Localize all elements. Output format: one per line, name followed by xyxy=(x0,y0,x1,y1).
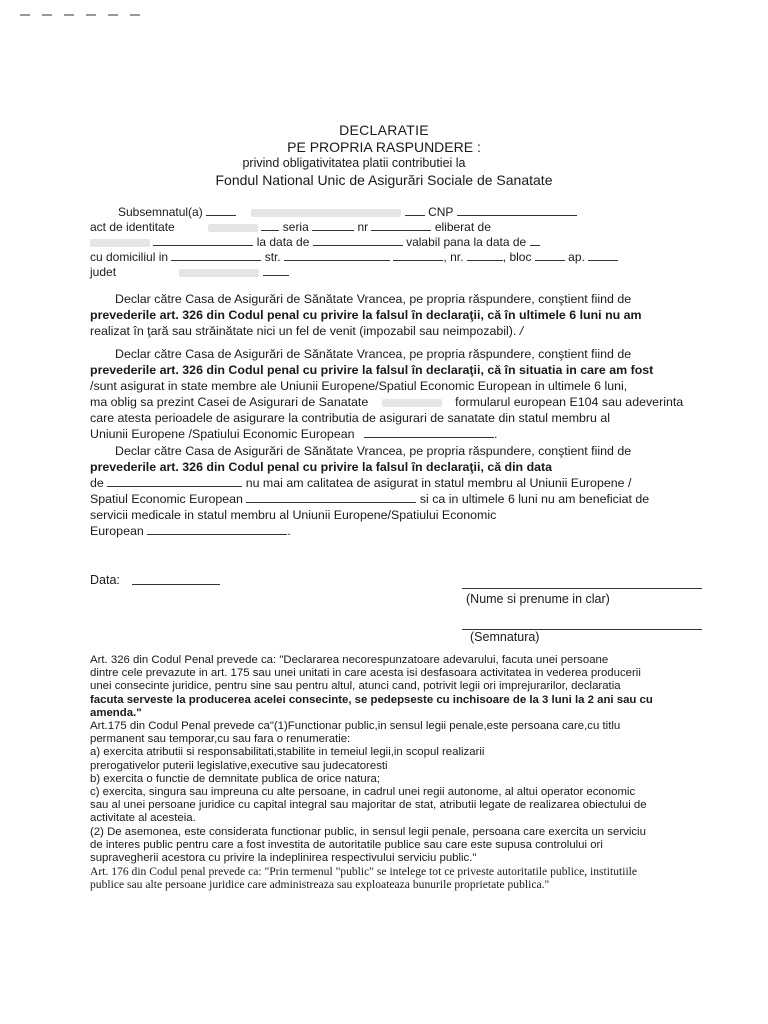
bloc-label: bloc xyxy=(509,250,532,264)
judet-field[interactable] xyxy=(263,265,289,276)
legal-line: unei consecinte juridice, pentru sine sau pentru altul, atunci cand, potrivit legii ori imprejurarilor, declaratia xyxy=(90,680,621,693)
redacted-mark xyxy=(179,269,259,277)
redacted-mark xyxy=(382,399,442,407)
legal-line: (2) De asemonea, este considerata functionar public, in sensul legii penale, persoana care exercita un serviciu xyxy=(90,825,646,838)
declaration-2-line: care atesta perioadele de asigurare la contributia de asigurari de sanatate din statul membru al xyxy=(90,411,611,425)
declaration-3-line: servicii medicale in statul membru al Uniunii Europene/Spatiului Economic xyxy=(90,508,497,522)
cnp-label: CNP xyxy=(428,205,454,219)
name-caption: (Nume si prenume in clar) xyxy=(466,592,610,606)
cnp-field[interactable] xyxy=(457,205,577,216)
act-label: act de identitate xyxy=(90,220,175,234)
legal-line: dintre cele prevazute in art. 175 sau unei unitati in care acesta isi desfasoara activitatea in vederea producerii xyxy=(90,667,641,680)
la-data-label: la data de xyxy=(256,235,310,249)
declaration-3-line: nu mai am calitatea de asigurat in statul membru al Uniunii Europene / xyxy=(245,476,632,490)
declaration-3-line: Spatiul Economic European xyxy=(90,492,243,506)
name-sign-field[interactable] xyxy=(462,588,702,589)
legal-notes xyxy=(90,654,690,892)
str-label: str. xyxy=(264,250,281,264)
declaration-1-line: prevederile art. 326 din Codul penal cu privire la falsul în declaraţii, că în ultimele 6 luni nu am xyxy=(90,308,642,322)
legal-line: activitate al acesteia. xyxy=(90,812,196,825)
domiciliu-field[interactable] xyxy=(171,250,261,261)
date-label: Data: xyxy=(90,573,120,587)
member-state-field[interactable] xyxy=(246,492,416,503)
declaration-1: Declar către Casa de Asigurări de Sănătate Vrancea, pe propria răspundere, conştient fiind de prevederile art. 326 din Codul penal cu privire la falsul în declaraţii, că în ultimele 6 luni nu am realizat în ţară sau străinătate nici un fel de venit (impozabil sau neimpozabil). / xyxy=(90,292,642,338)
nr2-field[interactable] xyxy=(467,250,503,261)
bloc-field[interactable] xyxy=(535,250,565,261)
date-sign-field[interactable] xyxy=(132,584,220,585)
declaration-2-line: Declar către Casa de Asigurări de Sănătate Vrancea, pe propria răspundere, conştient fiind de xyxy=(115,347,632,361)
declaration-3-line: de xyxy=(90,476,104,490)
eliberat-field[interactable] xyxy=(153,235,253,246)
act-field[interactable] xyxy=(261,220,279,231)
declaration-2-line: formularul european E104 sau adeverinta xyxy=(455,395,684,409)
date-field[interactable] xyxy=(107,476,242,487)
legal-line: b) exercita o functie de demnitate publica de orice natura; xyxy=(90,772,380,785)
country-field[interactable] xyxy=(364,427,494,438)
form-row-2 xyxy=(90,220,491,234)
document-title: DECLARATIE xyxy=(339,122,429,138)
judet-label: judet xyxy=(90,265,117,279)
redacted-mark xyxy=(208,224,258,232)
form-row-3 xyxy=(90,235,540,249)
la-data-field[interactable] xyxy=(313,235,403,246)
legal-line: de interes public pentru care a fost investita de autoritatile publice sau care este supusa controlului ori xyxy=(90,838,603,851)
scan-artifact xyxy=(20,14,140,16)
legal-line: Art. 326 din Codul Penal prevede ca: "Declararea necorespunzatoare adevarului, facuta unei persoane xyxy=(90,654,609,666)
legal-line: supravegherii acestora cu privire la indeplinirea respectivului serviciu public." xyxy=(90,852,477,865)
european-field[interactable] xyxy=(147,524,287,535)
valabil-field[interactable] xyxy=(530,235,540,246)
declaration-1-line: realizat în ţară sau străinătate nici un fel de venit (impozabil sau neimpozabil). xyxy=(90,324,517,338)
ap-label: ap. xyxy=(568,250,585,264)
redacted-mark xyxy=(90,239,150,247)
declaration-2-line: prevederile art. 326 din Codul penal cu privire la falsul în declaraţii, că în situatia in care am fost xyxy=(90,363,654,377)
valabil-label: valabil pana la data de xyxy=(406,235,527,249)
name-field-end xyxy=(405,205,425,216)
declaration-2-line: /sunt asigurat in state membre ale Uniunii Europene/Spatiul Economic European in ultimele 6 luni, xyxy=(90,379,628,393)
form-row-1 xyxy=(118,205,577,219)
declaration-3: Declar către Casa de Asigurări de Sănătate Vrancea, pe propria răspundere, conştient fiind de prevederile art. 326 din Codul penal cu privire la falsul în declaraţii, că din data de nu mai am calitatea de asigurat in statul membru al Uniunii Europene / Spatiul Economic European si ca in ultimele 6 luni nu am beneficiat de servicii medicale in statul membru al Uniunii Europene/Spatiului Economic European . xyxy=(90,444,650,538)
declaration-2-line: Uniunii Europene /Spatiului Economic European xyxy=(90,427,355,441)
document-fund: Fondul National Unic de Asigurări Sociale de Sanatate xyxy=(215,172,553,188)
legal-line: permanent sau temporar,cu sau fara o renumeratie: xyxy=(90,733,351,746)
domiciliu-label: cu domiciliul in xyxy=(90,250,169,264)
declaration-3-line: Declar către Casa de Asigurări de Sănătate Vrancea, pe propria răspundere, conştient fiind de xyxy=(115,444,632,458)
document-subject: privind obligativitatea platii contributiei la xyxy=(242,156,466,170)
form-row-5 xyxy=(90,265,289,279)
signature-caption: (Semnatura) xyxy=(470,630,540,644)
declaration-2: Declar către Casa de Asigurări de Sănătate Vrancea, pe propria răspundere, conştient fiind de prevederile art. 326 din Codul penal cu privire la falsul în declaraţii, că în situatia in care am fost /sunt asigurat in state membre ale Uniunii Europene/Spatiul Economic European in ultimele 6 luni, ma oblig sa prezint Casei de Asigurari de Sanatate formularul european E104 sau adeverinta care atesta perioadele de asigurare la contributia de asigurari de sanatate din statul membru al Uniunii Europene /Spatiului Economic European . xyxy=(90,347,684,441)
eliberat-label: eliberat de xyxy=(434,220,491,234)
legal-line: Art.175 din Codul Penal prevede ca"(1)Functionar public,in sensul legii penale,este persoana care,cu titlu xyxy=(90,720,621,733)
form-row-4: cu domiciliul in str. , nr. , bloc ap. xyxy=(90,250,618,264)
declaration-3-line: prevederile art. 326 din Codul penal cu privire la falsul în declaraţii, că din data xyxy=(90,460,553,474)
legal-line: sau al unei persoane juridice cu capital integral sau majoritar de stat, atributii legate de realizarea obiectului de xyxy=(90,799,647,812)
legal-line: a) exercita atributii si responsabilitati,stabilite in temeiul legii,in scopul realizarii xyxy=(90,746,485,759)
name-field[interactable] xyxy=(206,205,236,216)
document-subtitle: PE PROPRIA RASPUNDERE : xyxy=(287,139,481,155)
seria-field[interactable] xyxy=(312,220,354,231)
redacted-mark xyxy=(251,209,401,217)
seria-label: seria xyxy=(282,220,309,234)
declaration-3-line: si ca in ultimele 6 luni nu am beneficiat de xyxy=(419,492,650,506)
subsemnatul-label: Subsemnatul(a) xyxy=(118,205,203,219)
street-field-2[interactable] xyxy=(393,250,443,261)
declaration-1-line: Declar către Casa de Asigurări de Sănătate Vrancea, pe propria răspundere, conştient fiind de xyxy=(115,292,632,306)
ap-field[interactable] xyxy=(588,250,618,261)
legal-line: amenda." xyxy=(90,706,142,719)
str-field[interactable] xyxy=(284,250,390,261)
declaration-2-line: ma oblig sa prezint Casei de Asigurari de Sanatate xyxy=(90,395,369,409)
legal-line: facuta serveste la producerea acelei consecinte, se pedepseste cu inchisoare de la 3 luni la 2 ani sau cu xyxy=(90,693,653,706)
legal-line: publice sau alte persoane juridice care administreaza sau exploateaza bunurile proprietate publica." xyxy=(90,878,550,892)
nr-field[interactable] xyxy=(371,220,431,231)
legal-line: c) exercita, singura sau impreuna cu alte persoane, in cadrul unei regii autonome, al altui operator economic xyxy=(90,786,636,799)
legal-line: prerogativelor puterii legislative,executive sau judecatoresti xyxy=(90,759,388,772)
declaration-3-line: European xyxy=(90,524,144,538)
legal-line: Art. 176 din Codul penal prevede ca: "Prin termenul "public" se intelege tot ce priveste autoritatile publice, institutiile xyxy=(90,865,638,879)
nr2-label: nr. xyxy=(450,250,464,264)
nr-label: nr xyxy=(357,220,369,234)
